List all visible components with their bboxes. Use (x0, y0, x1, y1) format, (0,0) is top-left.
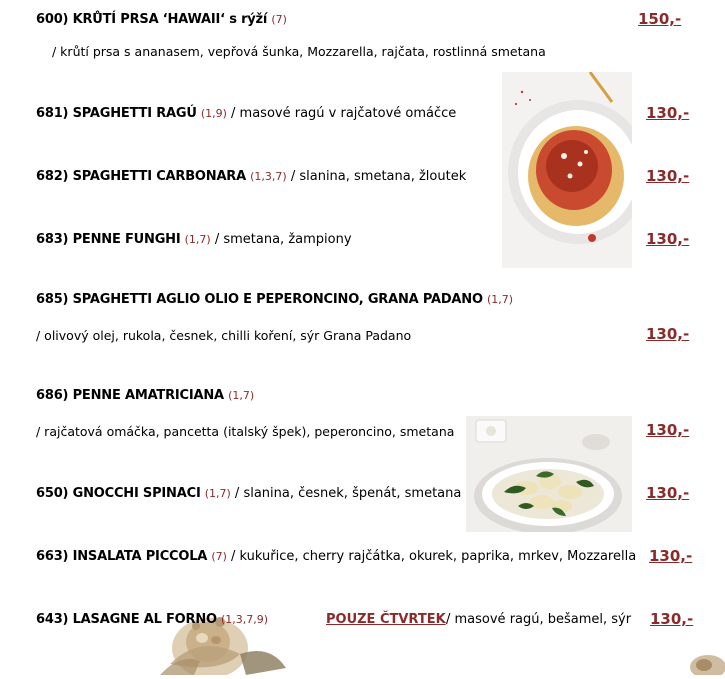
item-price: 130,- (649, 547, 693, 565)
item-description: / masové ragú, bešamel, sýr (446, 612, 632, 627)
item-name: 681) SPAGHETTI RAGÚ (36, 106, 197, 121)
item-price: 130,- (646, 230, 690, 248)
item-allergens: (1,7) (486, 293, 514, 306)
spaghetti-photo (502, 72, 632, 268)
special-badge: POUZE ČTVRTEK (326, 612, 446, 627)
item-price: 130,- (646, 325, 690, 343)
item-name: 682) SPAGHETTI CARBONARA (36, 169, 246, 184)
menu-item-686 (36, 388, 254, 403)
cherub-decoration-right (680, 645, 725, 675)
menu-item-650 (36, 486, 461, 501)
item-description: / smetana, žampiony (210, 232, 352, 247)
item-allergens: (7) (211, 550, 227, 563)
item-description: / slanina, smetana, žloutek (286, 169, 467, 184)
item-price: 130,- (646, 167, 690, 185)
gnocchi-photo (466, 416, 632, 532)
menu-item-600 (36, 12, 287, 27)
item-price: 130,- (646, 421, 690, 439)
item-allergens: (1,7) (228, 389, 255, 402)
menu-item-685 (36, 292, 513, 307)
item-name: 663) INSALATA PICCOLA (36, 549, 208, 564)
item-price: 150,- (638, 10, 682, 28)
item-allergens: (1,3,7) (250, 170, 287, 183)
item-name: 650) GNOCCHI SPINACI (36, 486, 201, 501)
item-allergens: (1,9) (200, 107, 227, 120)
item-name: 685) SPAGHETTI AGLIO OLIO E PEPERONCINO, GRANA PADANO (36, 292, 483, 307)
item-name: 643) LASAGNE AL FORNO (36, 612, 217, 627)
menu-item-600-description (52, 44, 546, 59)
item-price: 130,- (646, 484, 690, 502)
item-price: 130,- (646, 104, 690, 122)
item-allergens: (1,7) (184, 233, 211, 246)
item-allergens: (7) (271, 13, 287, 26)
item-description: / masové ragú v rajčatové omáčce (226, 106, 457, 121)
menu-item-686-description (36, 424, 454, 439)
item-description: / slanina, česnek, špenát, smetana (230, 486, 462, 501)
item-price: 130,- (650, 610, 694, 628)
item-description: / olivový olej, rukola, česnek, chilli koření, sýr Grana Padano (36, 328, 412, 343)
menu-item-681 (36, 106, 456, 121)
item-name: 683) PENNE FUNGHI (36, 232, 181, 247)
item-description: / krůtí prsa s ananasem, vepřová šunka, Mozzarella, rajčata, rostlinná smetana (52, 44, 546, 59)
item-description: / rajčatová omáčka, pancetta (italský špek), peperoncino, smetana (36, 424, 455, 439)
item-name: 600) KRŮTÍ PRSA ‘HAWAII‘ s rýží (36, 12, 268, 27)
menu-item-643 (36, 612, 268, 627)
menu-item-682 (36, 169, 466, 184)
menu-item-643-description (446, 612, 631, 627)
menu-item-683 (36, 232, 352, 247)
item-allergens: (1,3,7,9) (221, 613, 269, 626)
menu-item-663 (36, 549, 636, 564)
item-description: / kukuřice, cherry rajčátka, okurek, paprika, mrkev, Mozzarella (226, 549, 637, 564)
item-allergens: (1,7) (204, 487, 231, 500)
item-name: 686) PENNE AMATRICIANA (36, 388, 224, 403)
menu-item-685-description (36, 328, 411, 343)
